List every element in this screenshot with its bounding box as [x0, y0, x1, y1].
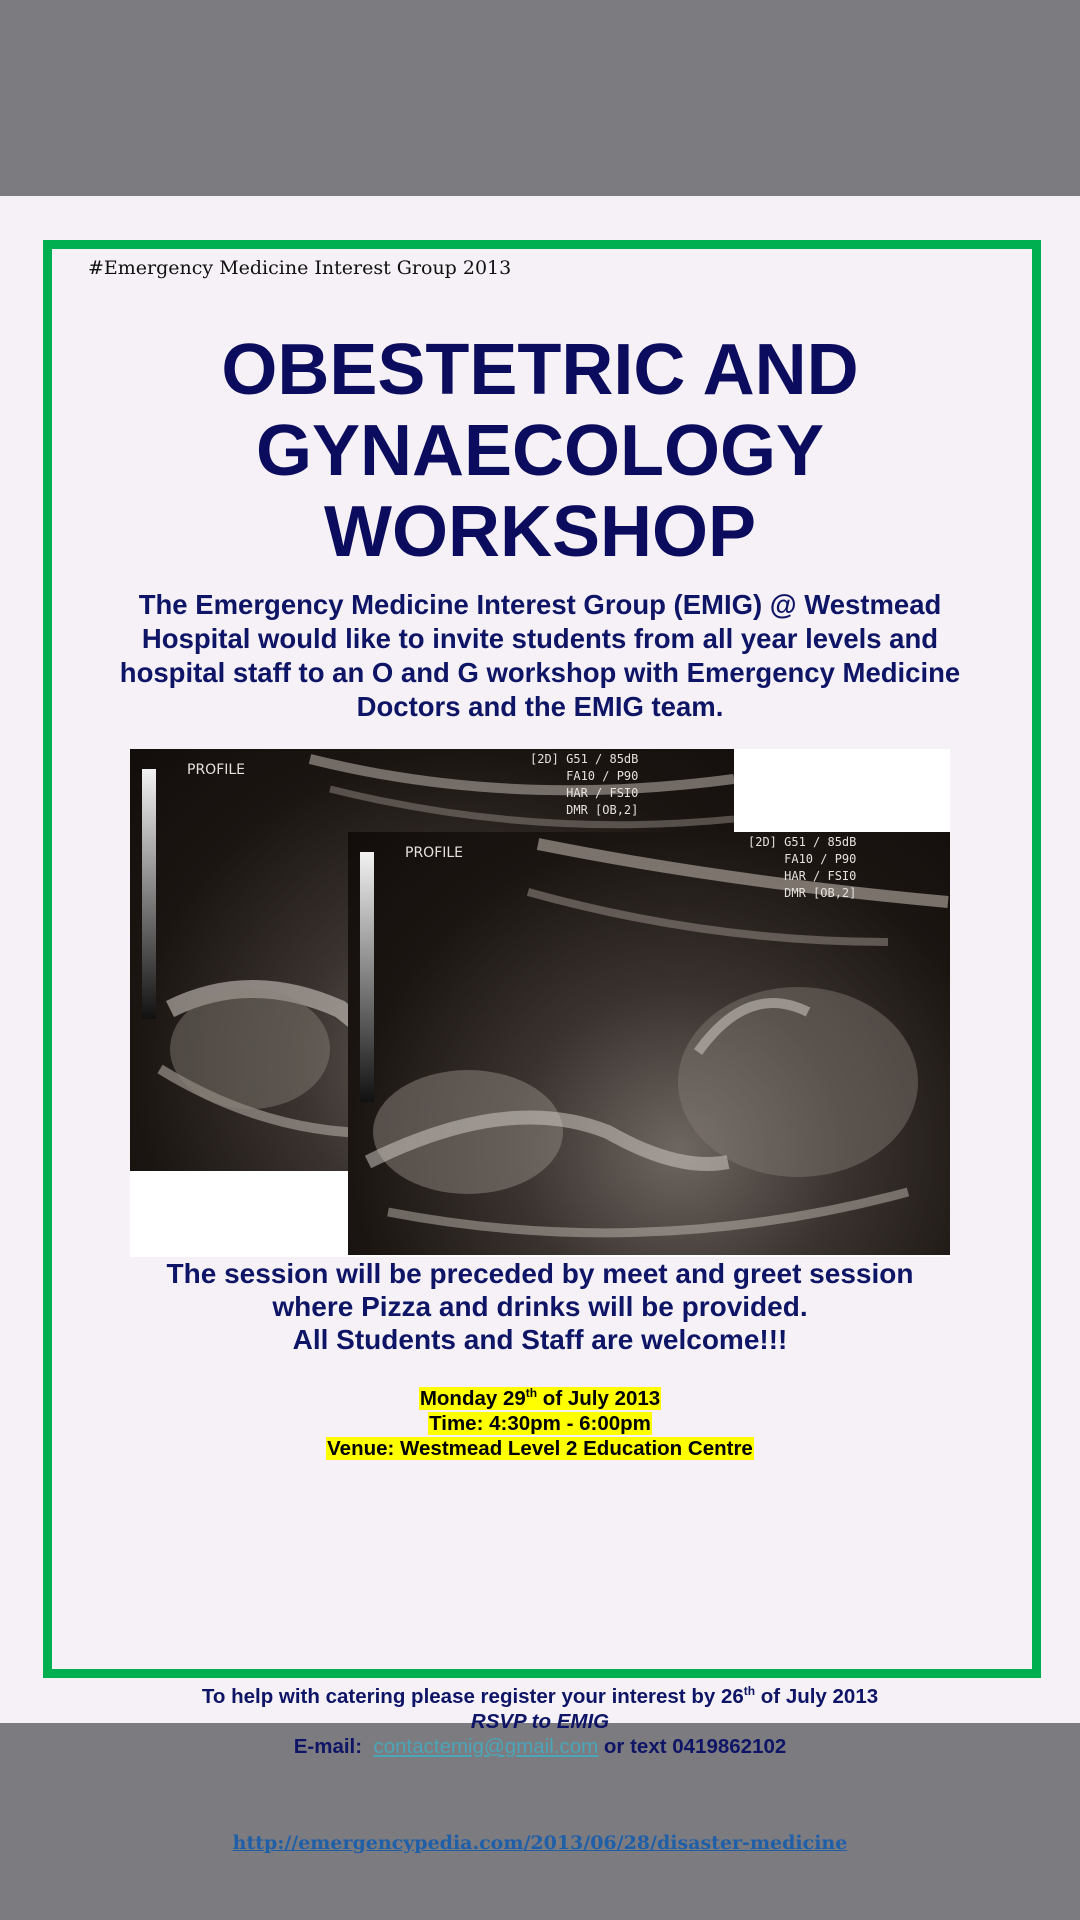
rsvp-line: RSVP to EMIG: [470, 1710, 610, 1733]
email-label: E-mail:: [293, 1735, 374, 1758]
session-info: [90, 1257, 990, 1356]
ultrasound-label: PROFILE: [405, 845, 464, 861]
contact-line: [90, 1734, 990, 1759]
register-suffix: of July 2013: [755, 1685, 879, 1708]
session-line-3: All Students and Staff are welcome!!!: [292, 1324, 788, 1355]
ultrasound-info: [2D] G51 / 85dB FA10 / P90 HAR / FSI0 DMR [OB,2]: [530, 752, 639, 817]
event-venue-line: [90, 1436, 990, 1461]
event-date-sup: th: [525, 1386, 538, 1401]
ultrasound-images: [130, 749, 950, 1257]
ultrasound-image-front: [348, 832, 950, 1255]
session-line-2: where Pizza and drinks will be provided.: [272, 1291, 808, 1322]
ultrasound-scan-graphic: [348, 832, 950, 1255]
register-prefix: To help with catering please register your interest by 26: [201, 1685, 744, 1708]
email-link[interactable]: contactemig@gmail.com: [373, 1735, 599, 1758]
poster-page: [0, 196, 1080, 1854]
register-sup: th: [743, 1684, 756, 1699]
website-link[interactable]: http://emergencypedia.com/2013/06/28/disaster-medicine: [232, 1832, 848, 1854]
title-line-3: WORKSHOP: [324, 492, 756, 572]
ultrasound-label: PROFILE: [187, 762, 246, 778]
rsvp-section: [90, 1684, 990, 1759]
title-line-1: OBESTETRIC AND: [221, 330, 859, 410]
title-line-2: GYNAECOLOGY: [255, 411, 825, 491]
header-tag: #Emergency Medicine Interest Group 2013: [88, 257, 512, 279]
ultrasound-info: [2D] G51 / 85dB FA10 / P90 HAR / FSI0 DMR [OB,2]: [748, 835, 857, 900]
event-date-line: [90, 1386, 990, 1411]
event-date-prefix: Monday 29: [419, 1387, 526, 1410]
event-date: [419, 1387, 661, 1410]
poster-title: [60, 330, 1020, 573]
intro-paragraph: The Emergency Medicine Interest Group (EMIG) @ Westmead Hospital would like to invite students from all year levels and hospital staff to an O and G workshop with Emergency Medicine Doctors and the EMIG team.: [119, 589, 961, 722]
register-line: [90, 1684, 990, 1709]
event-venue: Venue: Westmead Level 2 Education Centre: [327, 1437, 753, 1460]
event-details: [90, 1386, 990, 1461]
event-time-line: [90, 1411, 990, 1436]
event-date-suffix: of July 2013: [537, 1387, 661, 1410]
session-line-1: The session will be preceded by meet and greet session: [166, 1258, 914, 1289]
text-phone: or text 0419862102: [598, 1735, 787, 1758]
event-time: Time: 4:30pm - 6:00pm: [429, 1412, 651, 1435]
